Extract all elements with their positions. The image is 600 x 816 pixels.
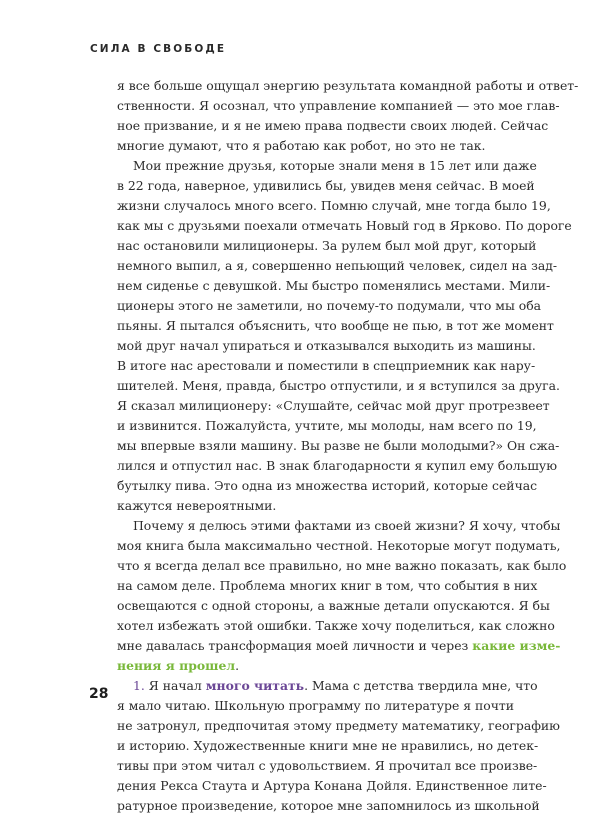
text-line: освещаются с одной стороны, а важные детали опускаются. Я бы bbox=[117, 598, 550, 613]
text-line: нас остановили милиционеры. За рулем был мой друг, который bbox=[117, 238, 537, 253]
text-line: Я сказал милиционеру: «Слушайте, сейчас мой друг протрезвеет bbox=[117, 398, 550, 413]
text-line: бутылку пива. Это одна из множества историй, которые сейчас bbox=[117, 478, 538, 493]
text-line: дения Рекса Стаута и Артура Конана Дойля. Единственное лите- bbox=[117, 778, 547, 793]
text-line: пьяны. Я пытался объяснить, что вообще не пью, в тот же момент bbox=[117, 318, 554, 333]
text-line: ное призвание, и я не имею права подвести своих людей. Сейчас bbox=[117, 118, 549, 133]
text-line: шителей. Меня, правда, быстро отпустили, и я вступился за друга. bbox=[117, 378, 560, 393]
paragraph-4 bbox=[117, 676, 560, 816]
text-line bbox=[117, 636, 561, 656]
text-line: ционеры этого не заметили, но почему-то подумали, что мы оба bbox=[117, 298, 542, 313]
text-line: хотел избежать этой ошибки. Также хочу поделиться, как сложно bbox=[117, 618, 555, 633]
highlight-read-more: много читать bbox=[205, 678, 305, 693]
text-line bbox=[117, 656, 509, 676]
text-line: В итоге нас арестовали и поместили в спецприемник как нару- bbox=[117, 358, 536, 373]
paragraph-3 bbox=[117, 516, 567, 676]
running-head-title: СИЛА В СВОБОДЕ bbox=[90, 43, 227, 55]
highlight-changes-end: нения я прошел bbox=[117, 658, 236, 673]
text-line: на самом деле. Проблема многих книг в том, что события в них bbox=[117, 578, 538, 593]
text-line: не затронул, предпочитая этому предмету математику, географию bbox=[117, 718, 560, 733]
text-line: нем сиденье с девушкой. Мы быстро поменялись местами. Мили- bbox=[117, 278, 551, 293]
highlight-changes: какие изме- bbox=[472, 638, 561, 653]
page-number: 28 bbox=[89, 686, 109, 702]
text-line: что я всегда делал все правильно, но мне важно показать, как было bbox=[117, 558, 567, 573]
text-line: и извинится. Пожалуйста, учтите, мы молоды, нам всего по 19, bbox=[117, 418, 537, 433]
text-line: многие думают, что я работаю как робот, но это не так. bbox=[117, 138, 486, 153]
text-line: я мало читаю. Школьную программу по литературе я почти bbox=[117, 698, 515, 713]
paragraph-2 bbox=[117, 156, 572, 516]
text-line: кажутся невероятными. bbox=[117, 498, 277, 513]
text-line: мой друг начал упираться и отказывался выходить из машины. bbox=[117, 338, 536, 353]
paragraph-1 bbox=[117, 76, 579, 156]
body-text bbox=[117, 76, 579, 816]
text-line: ратурное произведение, которое мне запомнилось из школьной bbox=[117, 798, 540, 813]
text-run: Я начал bbox=[144, 678, 206, 693]
text-line: жизни случалось много всего. Помню случай, мне тогда было 19, bbox=[117, 198, 551, 213]
text-line: немного выпил, а я, совершенно непьющий человек, сидел на зад- bbox=[117, 258, 558, 273]
text-line: моя книга была максимально честной. Некоторые могут подумать, bbox=[117, 538, 561, 553]
list-number: 1. bbox=[133, 678, 145, 693]
text-line bbox=[117, 676, 538, 696]
text-line: тивы при этом читал с удовольствием. Я прочитал все произве- bbox=[117, 758, 538, 773]
text-line: Почему я делюсь этими фактами из своей жизни? Я хочу, чтобы bbox=[133, 518, 561, 533]
text-run: мне давалась трансформация моей личности и через bbox=[117, 638, 473, 653]
text-line: лился и отпустил нас. В знак благодарности я купил ему большую bbox=[117, 458, 557, 473]
text-line: ственности. Я осознал, что управление компанией — это мое глав- bbox=[117, 98, 560, 113]
text-run: . Мама с детства твердила мне, что bbox=[304, 678, 538, 693]
text-line: Мои прежние друзья, которые знали меня в 15 лет или даже bbox=[133, 158, 537, 173]
text-run: . bbox=[235, 658, 240, 673]
text-line: как мы с друзьями поехали отмечать Новый год в Ярково. По дороге bbox=[117, 218, 572, 233]
text-line: мы впервые взяли машину. Вы разве не были молодыми?» Он сжа- bbox=[117, 438, 560, 453]
text-line: и историю. Художественные книги мне не нравились, но детек- bbox=[117, 738, 539, 753]
text-line: в 22 года, наверное, удивились бы, увидев меня сейчас. В моей bbox=[117, 178, 535, 193]
text-line: я все больше ощущал энергию результата командной работы и ответ- bbox=[117, 78, 579, 93]
